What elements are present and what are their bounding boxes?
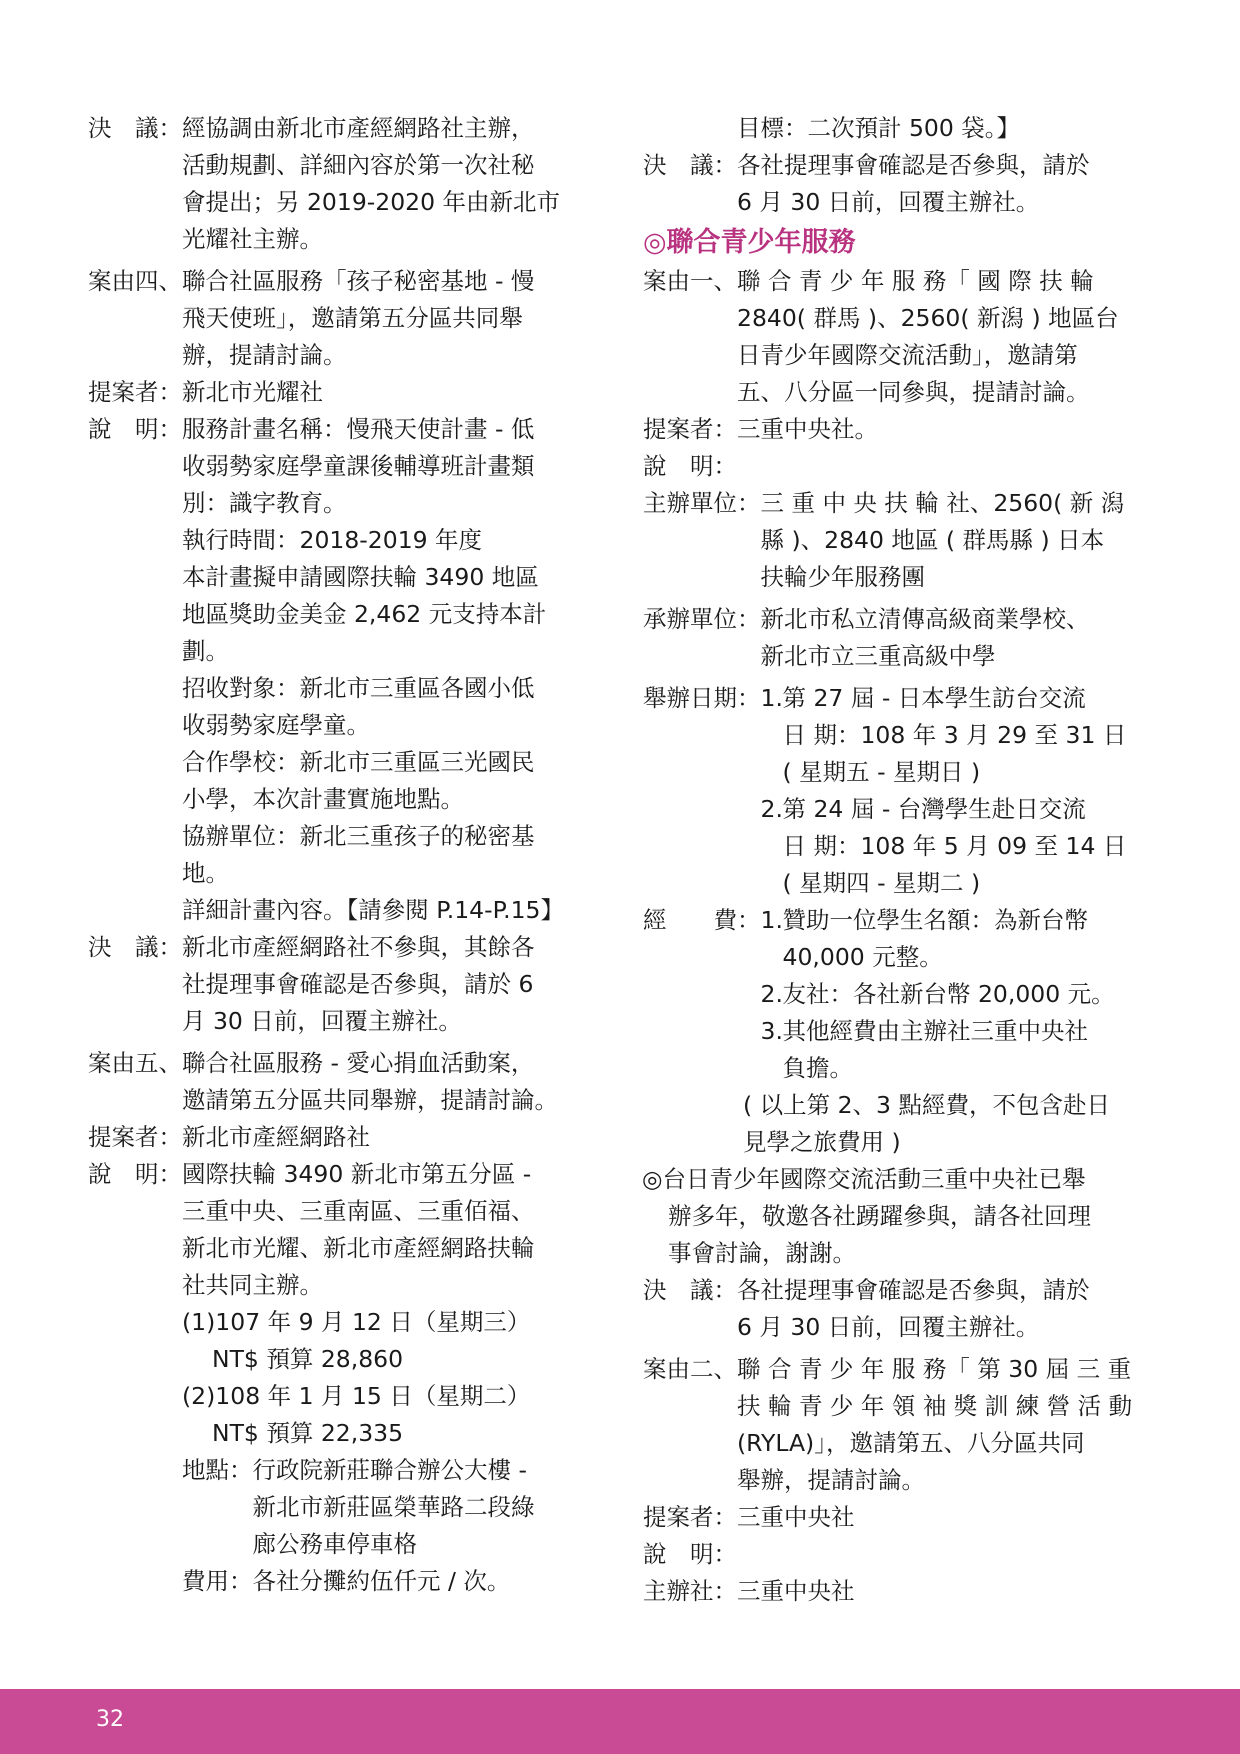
text-line: 詳細計畫內容。【請參閱 P.14-P.15】 <box>182 896 564 924</box>
text-line: 光耀社主辦。 <box>182 225 323 253</box>
organizer-unit-label: 承辦單位： <box>643 605 761 633</box>
resolution-text <box>737 147 1153 221</box>
funding <box>643 902 1153 1087</box>
proposer-text: 三重中央社。 <box>737 415 878 443</box>
budget-line: NT$ 預算 28,860 <box>212 1345 404 1373</box>
resolution-text <box>182 929 596 1040</box>
resolution-label: 決 議： <box>643 1276 737 1304</box>
text-line: 6 月 30 日前，回覆主辦社。 <box>737 188 1040 216</box>
text-line: 各社提理事會確認是否參與，請於 <box>737 151 1090 179</box>
text-line: 活動規劃、詳細內容於第一次社秘 <box>182 151 535 179</box>
text-line: ( 星期四 - 星期二 ) <box>782 869 981 897</box>
text-line: 別：識字教育。 <box>182 489 347 517</box>
text-line: 辦多年，敬邀各社踴躍參與，請各社回理 <box>668 1202 1091 1230</box>
proposer-label: 提案者： <box>643 1503 737 1531</box>
text-line: 招收對象：新北市三重區各國小低 <box>182 674 535 702</box>
resolution-label: 決 議： <box>88 933 182 961</box>
item-number: 2. <box>760 980 783 1008</box>
item-text <box>783 680 1127 791</box>
text-line: 小學，本次計畫實施地點。 <box>182 785 464 813</box>
case-label: 案由五、 <box>88 1049 182 1077</box>
case-label: 案由二、 <box>643 1355 737 1383</box>
text-line: 日 期：108 年 5 月 09 至 14 日 <box>782 832 1127 860</box>
text-line: 地。 <box>182 859 229 887</box>
text-line: 贊助一位學生名額：為新台幣 <box>782 906 1088 934</box>
text-line: 合作學校：新北市三重區三光國民 <box>182 748 535 776</box>
organizer-unit-text <box>761 601 1154 675</box>
text-line: 日 期：108 年 3 月 29 至 31 日 <box>782 721 1127 749</box>
host-unit-label: 主辦單位： <box>643 489 761 517</box>
explanation-label: 說 明： <box>88 415 182 443</box>
text-line: 劃。 <box>182 637 229 665</box>
text-line: 三 重 中 央 扶 輪 社、2560( 新 潟 <box>760 489 1125 517</box>
host-club-text: 三重中央社 <box>737 1577 855 1605</box>
case-2 <box>643 1351 1153 1499</box>
left-column <box>88 110 596 1600</box>
text-line: 40,000 元整。 <box>782 943 943 971</box>
text-line: 聯合社區服務 - 愛心捐血活動案， <box>182 1049 535 1077</box>
text-line: 廊公務車停車格 <box>252 1530 417 1558</box>
case-5 <box>88 1045 596 1119</box>
case-text <box>737 263 1153 411</box>
text-line: 其他經費由主辦社三重中央社 <box>782 1017 1088 1045</box>
proposer-label: 提案者： <box>643 415 737 443</box>
carry-over <box>643 110 1153 147</box>
resolution-text <box>182 110 596 258</box>
footer-bar <box>0 1689 1240 1754</box>
resolution-1 <box>88 110 596 258</box>
text-line: 收弱勢家庭學童課後輔導班計畫類 <box>182 452 535 480</box>
resolution-text <box>737 1272 1153 1346</box>
text-line: 收弱勢家庭學童。 <box>182 711 370 739</box>
page-number: 32 <box>96 1707 124 1732</box>
resolution-label: 決 議： <box>88 114 182 142</box>
item-text <box>783 976 1115 1013</box>
resolution-2 <box>88 929 596 1040</box>
text-line: ( 星期五 - 星期日 ) <box>782 758 981 786</box>
text-line: 新北市私立清傳高級商業學校、 <box>760 605 1090 633</box>
text-line: 扶輪少年服務團 <box>760 563 925 591</box>
text-line: 日青少年國際交流活動」，邀請第 <box>737 341 1078 369</box>
item-text <box>783 902 1089 976</box>
proposer-text: 新北市光耀社 <box>182 378 323 406</box>
text-line: 扶 輪 青 少 年 領 袖 獎 訓 練 營 活 動 <box>737 1392 1133 1420</box>
section-heading: ◎聯合青少年服務 <box>643 227 856 258</box>
text-line: 協辦單位：新北三重孩子的秘密基 <box>182 822 535 850</box>
resolution-3 <box>643 147 1153 221</box>
explanation-2 <box>643 1536 1153 1573</box>
item-text <box>783 791 1127 902</box>
resolution-label: 決 議： <box>643 151 737 179</box>
budget-line: NT$ 預算 22,335 <box>212 1419 404 1447</box>
text-line: 飛天使班」，邀請第五分區共同舉 <box>182 304 523 332</box>
text-line: 新北市產經網路社不參與，其餘各 <box>182 933 535 961</box>
text-line: 經協調由新北市產經網路社主辦， <box>182 114 535 142</box>
case-text <box>737 1351 1153 1499</box>
text-line: 地區獎助金美金 2,462 元支持本計 <box>182 600 547 628</box>
text-line: 新北市立三重高級中學 <box>760 642 996 670</box>
case-label: 案由一、 <box>643 267 737 295</box>
text-line: 第 27 屆 - 日本學生訪台交流 <box>782 684 1086 712</box>
host-club-label: 主辦社： <box>643 1577 737 1605</box>
host-unit-text <box>761 485 1154 596</box>
proposer-label: 提案者： <box>88 1123 182 1151</box>
text-line: 聯 合 青 少 年 服 務「 第 30 屆 三 重 <box>737 1355 1132 1383</box>
text-line: ( 以上第 2、3 點經費，不包含赴日 <box>743 1091 1110 1119</box>
text-line: 負擔。 <box>782 1054 853 1082</box>
explanation-1 <box>643 448 1153 485</box>
item-number: 3. <box>760 1017 783 1045</box>
proposer-5 <box>88 1119 596 1156</box>
right-column <box>643 110 1153 1610</box>
list-item <box>761 680 1154 791</box>
explanation-text <box>182 411 596 929</box>
text-line: 新北市光耀、新北市產經網路扶輪 <box>182 1234 535 1262</box>
location <box>182 1452 596 1563</box>
text-line: 舉辦，提請討論。 <box>737 1466 925 1494</box>
text-line: 三重中央、三重南區、三重佰福、 <box>182 1197 535 1225</box>
organizer-unit <box>643 601 1153 675</box>
text-line: 行政院新莊聯合辦公大樓 - <box>252 1456 527 1484</box>
explanation-text <box>182 1156 596 1600</box>
host-unit <box>643 485 1153 596</box>
text-line: ◎台日青少年國際交流活動三重中央社已舉 <box>642 1165 1086 1193</box>
explanation-label: 說 明： <box>88 1160 182 1188</box>
funding-note <box>643 1087 1153 1161</box>
case-label: 案由四、 <box>88 267 182 295</box>
list-item <box>761 791 1154 902</box>
case-4 <box>88 263 596 374</box>
text-line: 友社：各社新台幣 20,000 元。 <box>782 980 1115 1008</box>
text-line: 聯合社區服務「孩子秘密基地 - 慢 <box>182 267 535 295</box>
proposer-text: 三重中央社 <box>737 1503 855 1531</box>
text-line: 6 月 30 日前，回覆主辦社。 <box>737 1313 1040 1341</box>
text-line: 辦，提請討論。 <box>182 341 347 369</box>
location-label: 地點： <box>182 1456 253 1484</box>
item-number: 1. <box>760 906 783 934</box>
proposer-2 <box>643 1499 1153 1536</box>
notice <box>642 1161 1153 1272</box>
event-dates <box>643 680 1153 902</box>
case-1 <box>643 263 1153 411</box>
event-dates-label: 舉辦日期： <box>643 684 761 712</box>
text-line: 服務計畫名稱：慢飛天使計畫 - 低 <box>182 415 535 443</box>
list-item <box>761 976 1154 1013</box>
carry-over-text: 目標：二次預計 500 袋。】 <box>737 114 1021 142</box>
proposer-text: 新北市產經網路社 <box>182 1123 370 1151</box>
proposer-4 <box>88 374 596 411</box>
text-line: 各社提理事會確認是否參與，請於 <box>737 1276 1090 1304</box>
text-line: 縣 )、2840 地區 ( 群馬縣 ) 日本 <box>760 526 1105 554</box>
case-text <box>182 263 596 374</box>
text-line: 第 24 屆 - 台灣學生赴日交流 <box>782 795 1086 823</box>
item-number: 2. <box>760 795 783 823</box>
text-line: 本計畫擬申請國際扶輪 3490 地區 <box>182 563 539 591</box>
text-line: 國際扶輪 3490 新北市第五分區 - <box>182 1160 532 1188</box>
text-line: (RYLA)」，邀請第五、八分區共同 <box>737 1429 1085 1457</box>
explanation-4 <box>88 411 596 929</box>
item-text <box>783 1013 1089 1087</box>
explanation-label: 說 明： <box>643 452 737 480</box>
list-item <box>761 902 1154 976</box>
host-club <box>643 1573 1153 1610</box>
text-line: 社提理事會確認是否參與，請於 6 <box>182 970 534 998</box>
text-line: 五、八分區一同參與，提請討論。 <box>737 378 1090 406</box>
text-line: 執行時間：2018-2019 年度 <box>182 526 483 554</box>
fee-line: 費用：各社分攤約伍仟元 / 次。 <box>182 1567 511 1595</box>
resolution-4 <box>643 1272 1153 1346</box>
proposer-1 <box>643 411 1153 448</box>
text-line: 月 30 日前，回覆主辦社。 <box>182 1007 462 1035</box>
explanation-text <box>737 448 1153 485</box>
text-line: 新北市新莊區榮華路二段綠 <box>252 1493 535 1521</box>
event-dates-list <box>761 680 1154 902</box>
case-text <box>182 1045 596 1119</box>
date-line: (2)108 年 1 月 15 日（星期二） <box>182 1382 531 1410</box>
explanation-5 <box>88 1156 596 1600</box>
list-item <box>761 1013 1154 1087</box>
explanation-label: 說 明： <box>643 1540 737 1568</box>
funding-label: 經 費： <box>643 906 761 934</box>
text-line: 2840( 群馬 )、2560( 新潟 ) 地區台 <box>737 304 1119 332</box>
item-number: 1. <box>760 684 783 712</box>
proposer-label: 提案者： <box>88 378 182 406</box>
location-text <box>253 1452 535 1563</box>
text-line: 事會討論，謝謝。 <box>668 1239 856 1267</box>
date-line: (1)107 年 9 月 12 日（星期三） <box>182 1308 531 1336</box>
text-line: 社共同主辦。 <box>182 1271 323 1299</box>
text-line: 邀請第五分區共同舉辦，提請討論。 <box>182 1086 558 1114</box>
text-line: 聯 合 青 少 年 服 務「 國 際 扶 輪 <box>737 267 1094 295</box>
explanation-text <box>737 1536 1153 1573</box>
funding-list <box>761 902 1154 1087</box>
text-line: 會提出；另 2019-2020 年由新北市 <box>182 188 561 216</box>
text-line: 見學之旅費用 ) <box>743 1128 901 1156</box>
